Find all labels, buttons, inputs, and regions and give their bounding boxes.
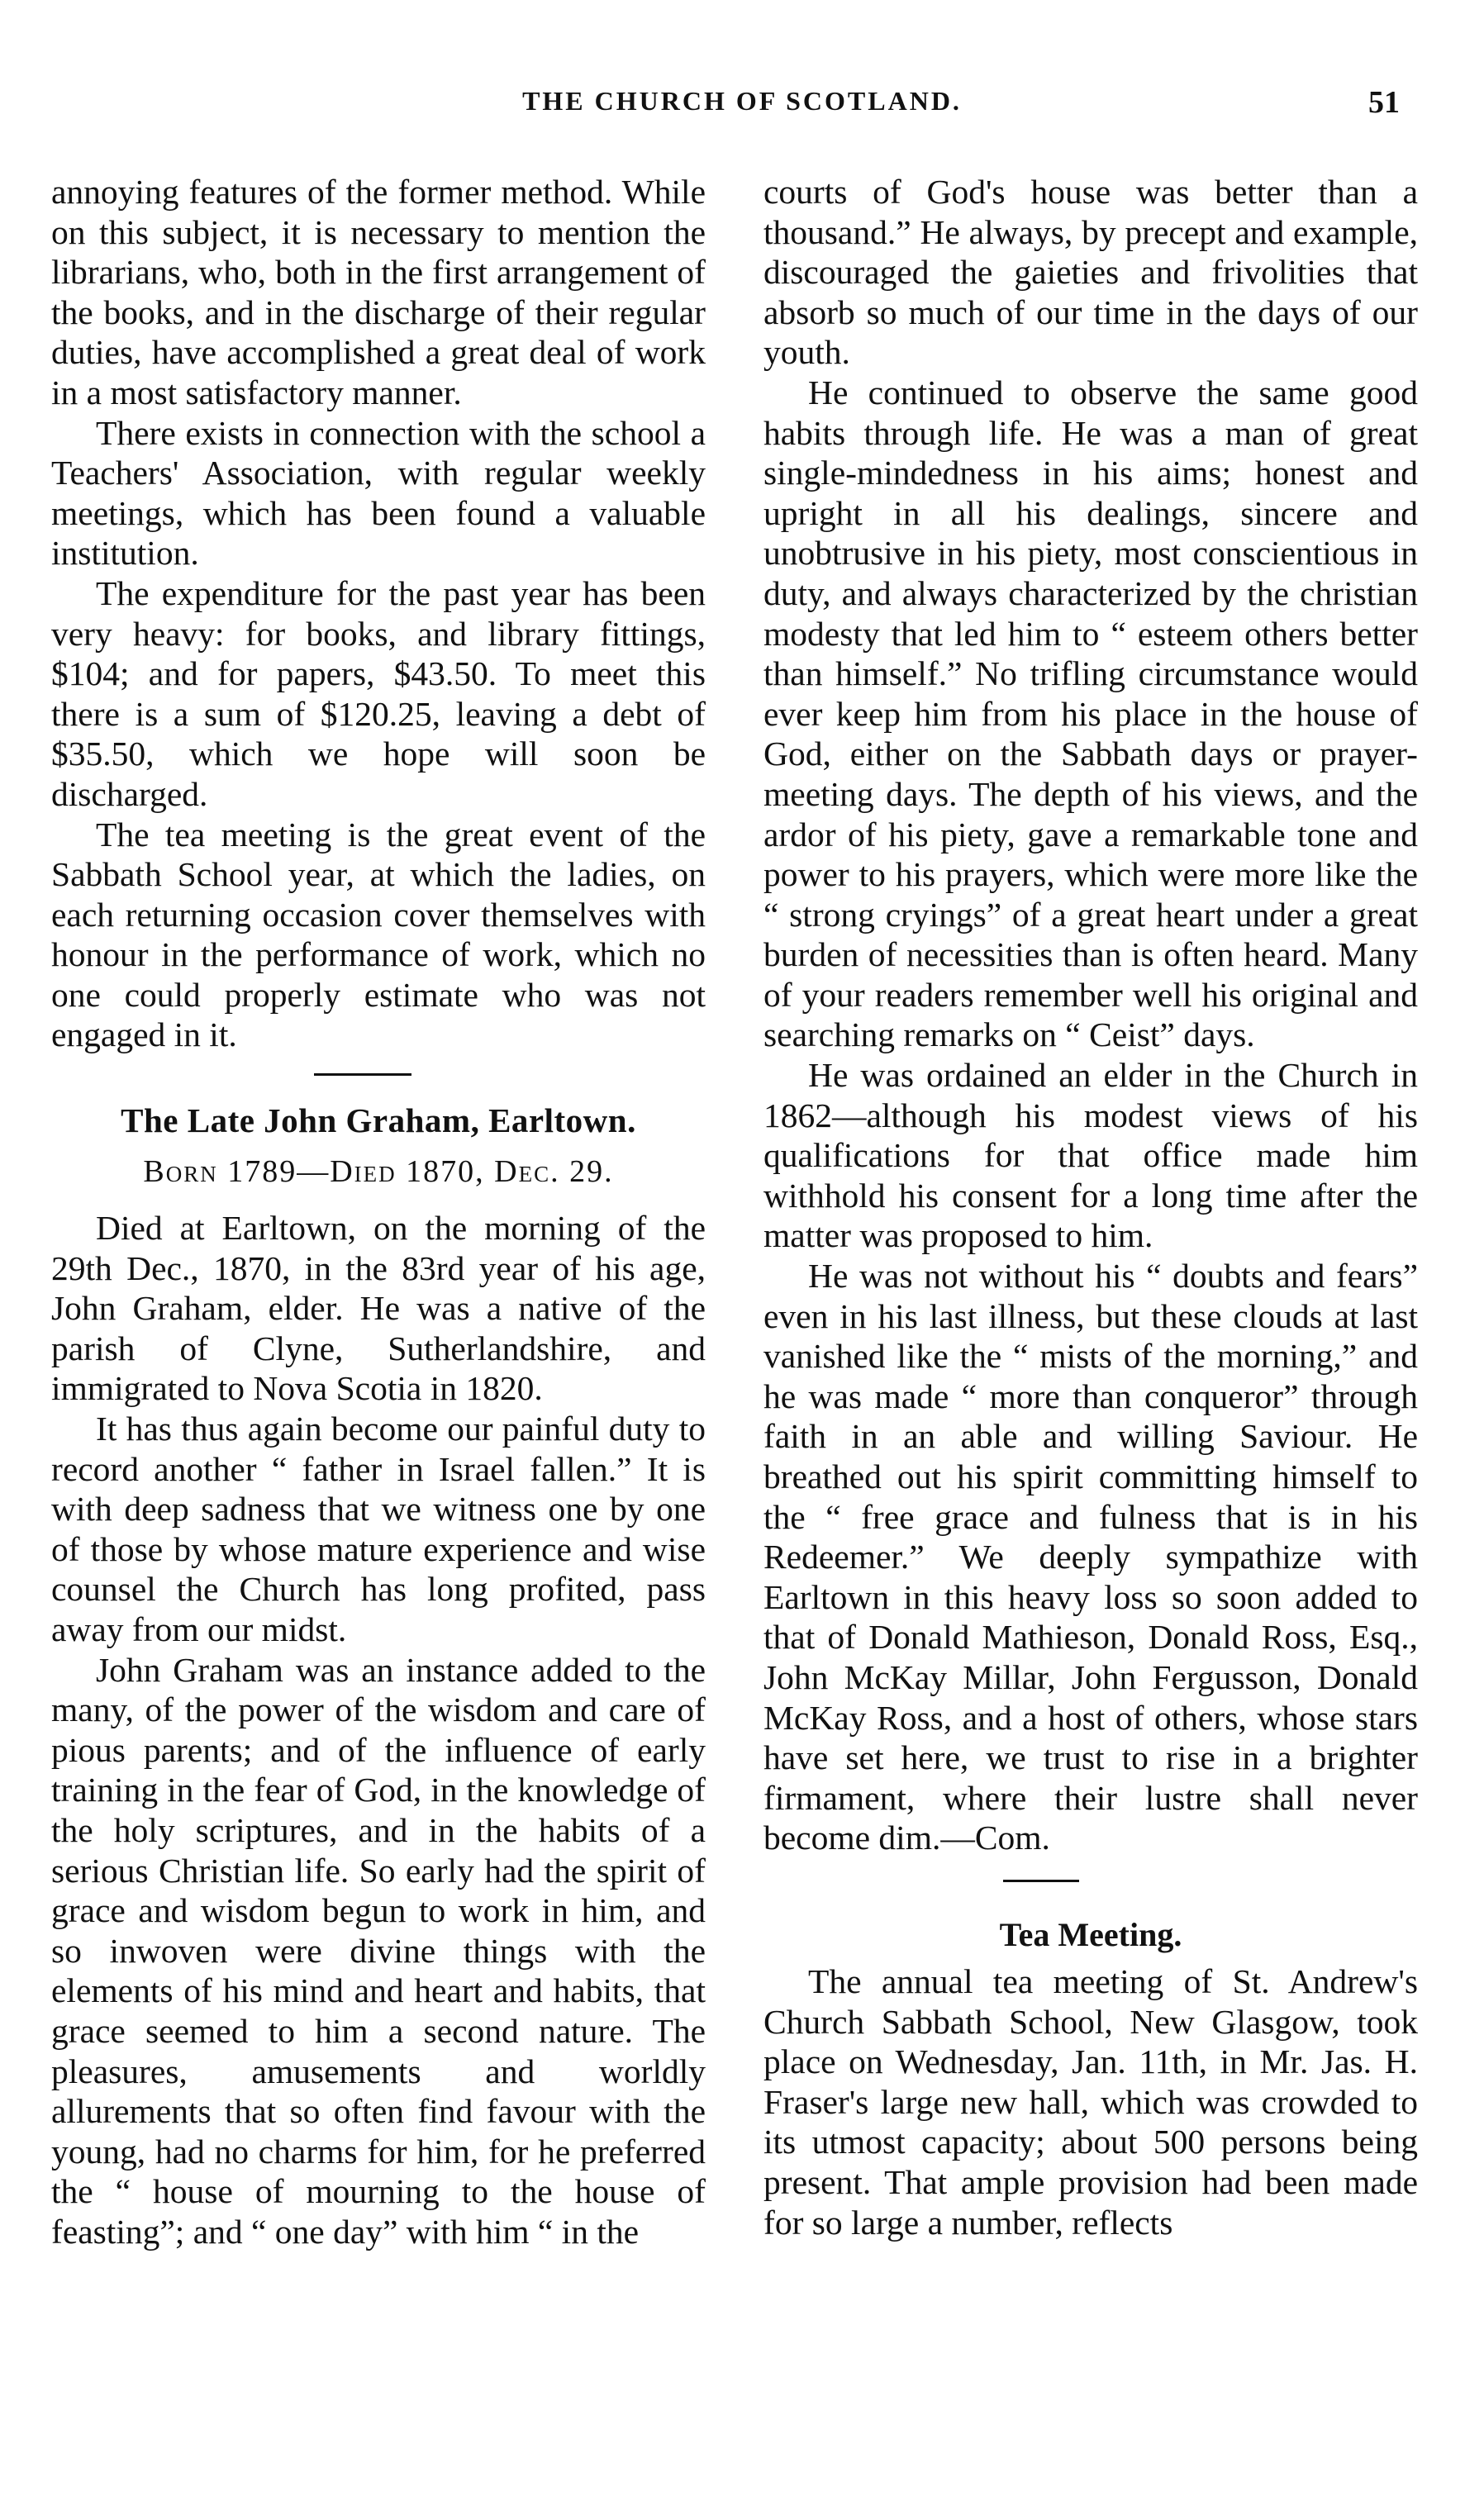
paragraph-early-training: John Graham was an instance added to the many, of the power of the wisdom and care of pious parents; and of the influence of early training in the fear of God, in the knowledge of the holy scriptures, and in the habits of a serious Christian life. So early had the spirit of grace and wisdom begun to work in him, and so inwoven were divine things with the elements of his mind and heart and habits, that grace seemed to him a second nature. The pleasures, amusements and worldly allurements that so often find favour with the young, had no charms for him, for he preferred the “ house of mourning to the house of feasting”; and “ one day” with him “ in the [51, 1650, 706, 2251]
running-header [0, 86, 1484, 127]
paragraph-ordained-elder: He was ordained an elder in the Church in 1862—although his modest views of his qualifications for that office made him withhold his consent for a long time after the matter was proposed to him. [763, 1056, 1418, 1255]
obituary-dates-text: Born 1789—Died 1870, Dec. 29. [143, 1154, 614, 1190]
paragraph-expenditure: The expenditure for the past year has been very heavy: for books, and library fittings, $104; and for papers, $43.50. To meet this there is a sum of $120.25, leaving a debt of $35.50, which we hope will soon be discharged. [51, 573, 706, 813]
obituary-dates [51, 1152, 706, 1191]
paragraph-courts-cont: courts of God's house was better than a thousand.” He always, by precept and example, discouraged the gaieties and frivolities that absorb so much of our time in the days of our youth. [763, 173, 1418, 372]
obituary-heading: The Late John Graham, Earltown. [121, 1101, 636, 1140]
paragraph-tea-meeting-event: The tea meeting is the great event of the Sabbath School year, at which the ladies, on each returning occasion cover themselves with honour in the performance of work, which no one could properly estimate who was not engaged in it. [51, 815, 706, 1054]
left-column [51, 172, 706, 2477]
tea-meeting-heading: Tea Meeting. [999, 1915, 1182, 1953]
paragraph-last-illness: He was not without his “ doubts and fears” even in his last illness, but these clouds at last vanished like the “ mists of the morning,” and he was made “ more than conqueror” through faith in an able and willing Saviour. He breathed out his spirit committing himself to the “ free grace and fulness that is in his Redeemer.” We deeply sympathize with Earltown in this heavy loss so soon added to that of Donald Mathieson, Donald Ross, Esq., John McKay Millar, John Fergusson, Donald McKay Ross, and a host of others, whose stars have set here, we trust to rise in a brighter firmament, where their lustre shall never become dim.—Com. [763, 1257, 1418, 1857]
paragraph-good-habits: He continued to observe the same good habits through life. He was a man of great single-mindedness in his aims; honest and upright in all his dealings, sincere and unobtrusive in his piety, most conscientious in duty, and always characterized by the christian modesty that led him to “ esteem others better than himself.” No trifling circumstance would ever keep him from his place in the house of God, either on the Sabbath days or prayer-meeting days. The depth of his views, and the ardor of his piety, gave a remarkable tone and power to his prayers, which were more like the “ strong cryings” of a great heart under a great burden of necessities than is often heard. Many of your readers remember well his original and searching remarks on “ Ceist” days. [763, 373, 1418, 1054]
paragraph-teachers-association: There exists in connection with the school a Teachers' Association, with regular weekly meetings, which has been found a valuable institution. [51, 413, 706, 573]
right-column [763, 172, 1418, 2477]
paragraph-painful-duty: It has thus again become our painful duty to record another “ father in Israel fallen.” It is with deep sadness that we witness one by one of those by whose mature experience and wise counsel the Church has long profited, pass away from our midst. [51, 1410, 706, 1648]
section-divider [314, 1073, 411, 1076]
page-number: 51 [1368, 85, 1400, 120]
running-title: THE CHURCH OF SCOTLAND. [522, 86, 962, 116]
paragraph-death-notice: Died at Earltown, on the morning of the 29th Dec., 1870, in the 83rd year of his age, John Graham, elder. He was a native of the parish of Clyne, Sutherlandshire, and immigrated to Nova Scotia in 1820. [51, 1209, 706, 1408]
section-divider-tea [1003, 1880, 1079, 1882]
paragraph-tea-meeting-report: The annual tea meeting of St. Andrew's Church Sabbath School, New Glasgow, took place on Wednesday, Jan. 11th, in Mr. Jas. H. Fraser's large new hall, which was crowded to its utmost capacity; about 500 persons being present. That ample provision had been made for so large a number, reflects [763, 1961, 1418, 2242]
paragraph-library-cont: annoying features of the former method. While on this subject, it is necessary to mention the librarians, who, both in the first arrangement of the books, and in the discharge of their regular duties, have accomplished a great deal of work in a most satisfactory manner. [51, 173, 706, 411]
